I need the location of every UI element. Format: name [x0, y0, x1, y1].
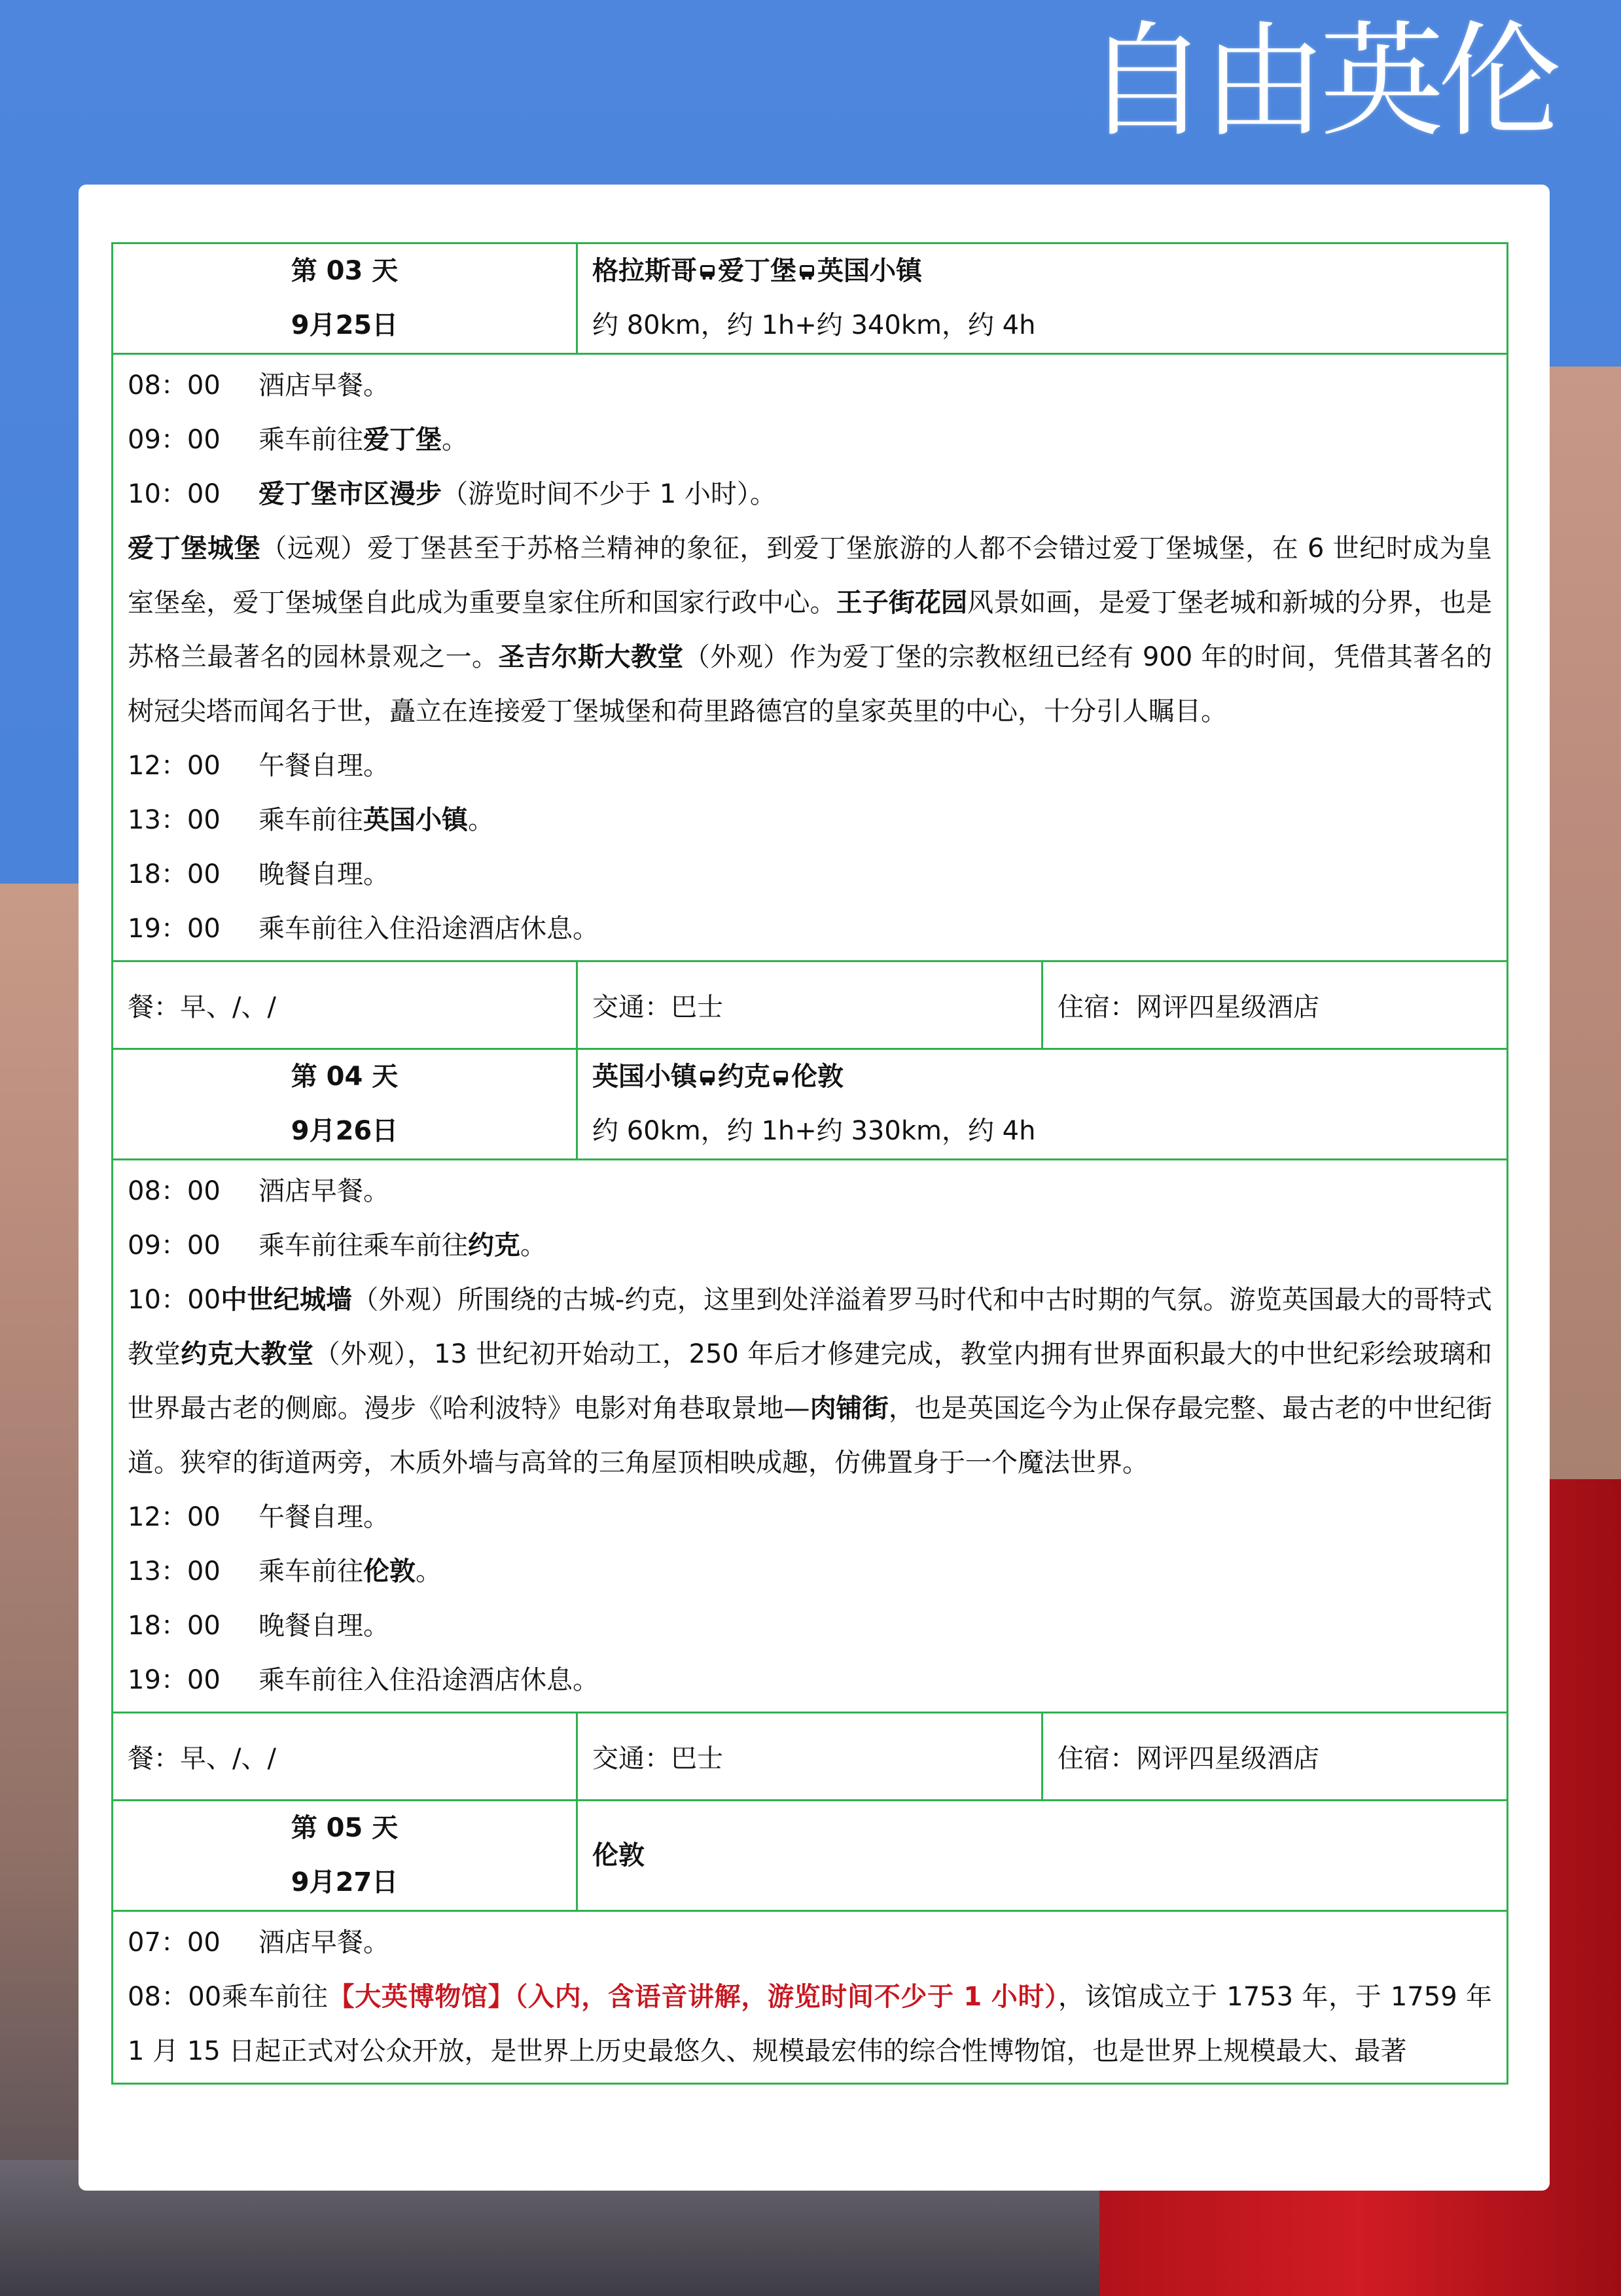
hotel-cell: 住宿：网评四星级酒店	[1042, 1713, 1508, 1801]
schedule-time: 13：00	[128, 805, 221, 835]
schedule-line	[128, 1545, 1492, 1599]
hotel-cell: 住宿：网评四星级酒店	[1042, 961, 1508, 1049]
schedule-time: 19：00	[128, 1665, 221, 1695]
route-title	[592, 244, 1506, 298]
schedule-place: 约克	[468, 1230, 520, 1261]
description-paragraph	[128, 1273, 1492, 1490]
schedule-time: 08：00	[128, 1982, 222, 2012]
schedule-text: 午餐自理。	[258, 1502, 389, 1532]
schedule-line	[128, 902, 1492, 956]
bus-icon	[772, 1069, 790, 1086]
schedule-place: 爱丁堡	[363, 425, 442, 455]
day-label: 第 04 天	[291, 1062, 399, 1092]
route-stop: 格拉斯哥	[592, 256, 697, 286]
day-body-row	[113, 1160, 1508, 1713]
itinerary-card	[79, 185, 1550, 2191]
day-cell	[113, 1049, 577, 1160]
day-date: 9月27日	[291, 1867, 399, 1897]
schedule-time: 10：00	[128, 1285, 221, 1315]
transport-cell: 交通：巴士	[577, 961, 1042, 1049]
schedule-line	[128, 1599, 1492, 1653]
route-title	[592, 1050, 1506, 1104]
schedule-text: 。	[416, 1556, 442, 1587]
schedule-text: 乘车前往入住沿途酒店休息。	[258, 1665, 599, 1695]
schedule-time: 18：00	[128, 859, 221, 889]
day-body-row	[113, 354, 1508, 961]
description-text: （远观）爱丁堡甚至于苏格兰精神的象征，到爱丁堡旅游的人都不会错过爱丁堡城堡，在 6 世纪时成为皇室堡垒，爱丁堡城堡自此成为重要皇家住所和国家行政中心。	[128, 533, 1493, 618]
route-stop: 约克	[718, 1062, 770, 1092]
schedule-text: 乘车前往乘车前往	[258, 1230, 468, 1261]
schedule-line	[128, 1490, 1492, 1545]
day-label: 第 05 天	[291, 1813, 399, 1843]
route-cell	[577, 1801, 1508, 1911]
day-header-row	[113, 1049, 1508, 1160]
bus-icon	[798, 264, 816, 281]
description-text: （外观）所围绕的古城-约克，这里到处洋溢着罗马时代和中古时期的气氛。游览英国最大的哥特式教堂	[128, 1285, 1493, 1369]
meals-cell: 餐：早、/、/	[113, 961, 577, 1049]
schedule-time: 09：00	[128, 1230, 221, 1261]
route-cell	[577, 1049, 1508, 1160]
schedule-text: 酒店早餐。	[258, 370, 389, 401]
route-stop: 爱丁堡	[718, 256, 796, 286]
schedule-time: 12：00	[128, 751, 221, 781]
schedule-time: 07：00	[128, 1928, 221, 1958]
schedule-time: 12：00	[128, 1502, 221, 1532]
highlight-attraction: 【大英博物馆】（入内，含语音讲解，游览时间不少于 1 小时）	[328, 1982, 1058, 2012]
route-title: 伦敦	[592, 1840, 645, 1871]
schedule-line	[128, 1916, 1492, 1970]
schedule-line	[128, 848, 1492, 902]
schedule-text: 。	[520, 1230, 546, 1261]
schedule-place: 英国小镇	[363, 805, 468, 835]
schedule-cell	[113, 1160, 1508, 1713]
day-date: 9月25日	[291, 310, 399, 340]
route-cell	[577, 243, 1508, 354]
schedule-place: 爱丁堡市区漫步	[258, 479, 442, 509]
schedule-cell	[113, 1911, 1508, 2084]
schedule-time: 08：00	[128, 370, 221, 401]
day-cell	[113, 243, 577, 354]
brand-logo: 自由英伦	[1084, 9, 1556, 154]
schedule-cell	[113, 354, 1508, 961]
attraction-name: 中世纪城墙	[221, 1285, 353, 1315]
schedule-line	[128, 1219, 1492, 1273]
attraction-name: 圣吉尔斯大教堂	[498, 642, 684, 672]
schedule-text: 。	[442, 425, 468, 455]
schedule-line	[128, 467, 1492, 522]
schedule-line	[128, 739, 1492, 793]
schedule-text: 乘车前往	[258, 1556, 363, 1587]
day-footer-row	[113, 961, 1508, 1049]
schedule-text: （游览时间不少于 1 小时）。	[442, 479, 776, 509]
schedule-line	[128, 1653, 1492, 1708]
schedule-time: 10：00	[128, 479, 221, 509]
description-text: 风景如画，是爱丁堡老城和新城的分界，也是苏格兰最著名的园林景观之一。	[128, 588, 1493, 672]
description-text: 乘车前往	[221, 1982, 329, 2012]
bus-icon	[698, 1069, 717, 1086]
description-paragraph	[128, 522, 1492, 739]
background-building-right	[1544, 367, 1621, 1545]
schedule-line	[128, 413, 1492, 467]
day-header-row	[113, 1801, 1508, 1911]
schedule-text: 酒店早餐。	[258, 1176, 389, 1206]
meals-cell: 餐：早、/、/	[113, 1713, 577, 1801]
description-text: （外观），13 世纪初开始动工，250 年后才修建完成，教堂内拥有世界面积最大的中世纪彩绘玻璃和世界最古老的侧廊。漫步《哈利波特》电影对角巷取景地—	[128, 1339, 1493, 1424]
schedule-line	[128, 359, 1492, 413]
schedule-time: 08：00	[128, 1176, 221, 1206]
schedule-place: 伦敦	[363, 1556, 416, 1587]
day-header-row	[113, 243, 1508, 354]
background-building-left	[0, 884, 85, 2296]
route-stop: 伦敦	[791, 1062, 844, 1092]
schedule-time: 13：00	[128, 1556, 221, 1587]
description-paragraph	[128, 1970, 1492, 2079]
route-stop: 英国小镇	[592, 1062, 697, 1092]
attraction-name: 约克大教堂	[181, 1339, 314, 1369]
attraction-name: 王子街花园	[836, 588, 968, 618]
route-stop: 英国小镇	[817, 256, 922, 286]
description-text: （外观）作为爱丁堡的宗教枢纽已经有 900 年的时间，凭借其著名的树冠尖塔而闻名于世，矗立在连接爱丁堡城堡和荷里路德宫的皇家英里的中心，十分引人瞩目。	[128, 642, 1493, 726]
day-body-row	[113, 1911, 1508, 2084]
schedule-line	[128, 1164, 1492, 1219]
attraction-name: 爱丁堡城堡	[128, 533, 261, 564]
itinerary-table	[111, 242, 1508, 2085]
schedule-time: 18：00	[128, 1611, 221, 1641]
day-footer-row	[113, 1713, 1508, 1801]
attraction-name: 肉铺街	[810, 1393, 889, 1424]
schedule-text: 晚餐自理。	[258, 1611, 389, 1641]
route-distance: 约 80km，约 1h+约 340km，约 4h	[592, 310, 1036, 340]
route-distance: 约 60km，约 1h+约 330km，约 4h	[592, 1116, 1036, 1146]
schedule-time: 19：00	[128, 914, 221, 944]
day-label: 第 03 天	[291, 256, 399, 286]
schedule-time: 09：00	[128, 425, 221, 455]
schedule-text: 晚餐自理。	[258, 859, 389, 889]
schedule-text: 酒店早餐。	[258, 1928, 389, 1958]
schedule-text: 乘车前往	[258, 805, 363, 835]
schedule-text: 午餐自理。	[258, 751, 389, 781]
schedule-line	[128, 793, 1492, 848]
schedule-text: 。	[468, 805, 494, 835]
day-date: 9月26日	[291, 1116, 399, 1146]
schedule-text: 乘车前往	[258, 425, 363, 455]
transport-cell: 交通：巴士	[577, 1713, 1042, 1801]
day-cell	[113, 1801, 577, 1911]
description-text: ，该馆成立于 1753 年，于 1759 年 1 月 15 日起正式对公众开放，是世界上历史最悠久、规模最宏伟的综合性博物馆，也是世界上规模最大、最著	[128, 1982, 1493, 2066]
description-text: ，也是英国迄今为止保存最完整、最古老的中世纪街道。狭窄的街道两旁，木质外墙与高耸的三角屋顶相映成趣，仿佛置身于一个魔法世界。	[128, 1393, 1493, 1478]
bus-icon	[698, 264, 717, 281]
schedule-text: 乘车前往入住沿途酒店休息。	[258, 914, 599, 944]
